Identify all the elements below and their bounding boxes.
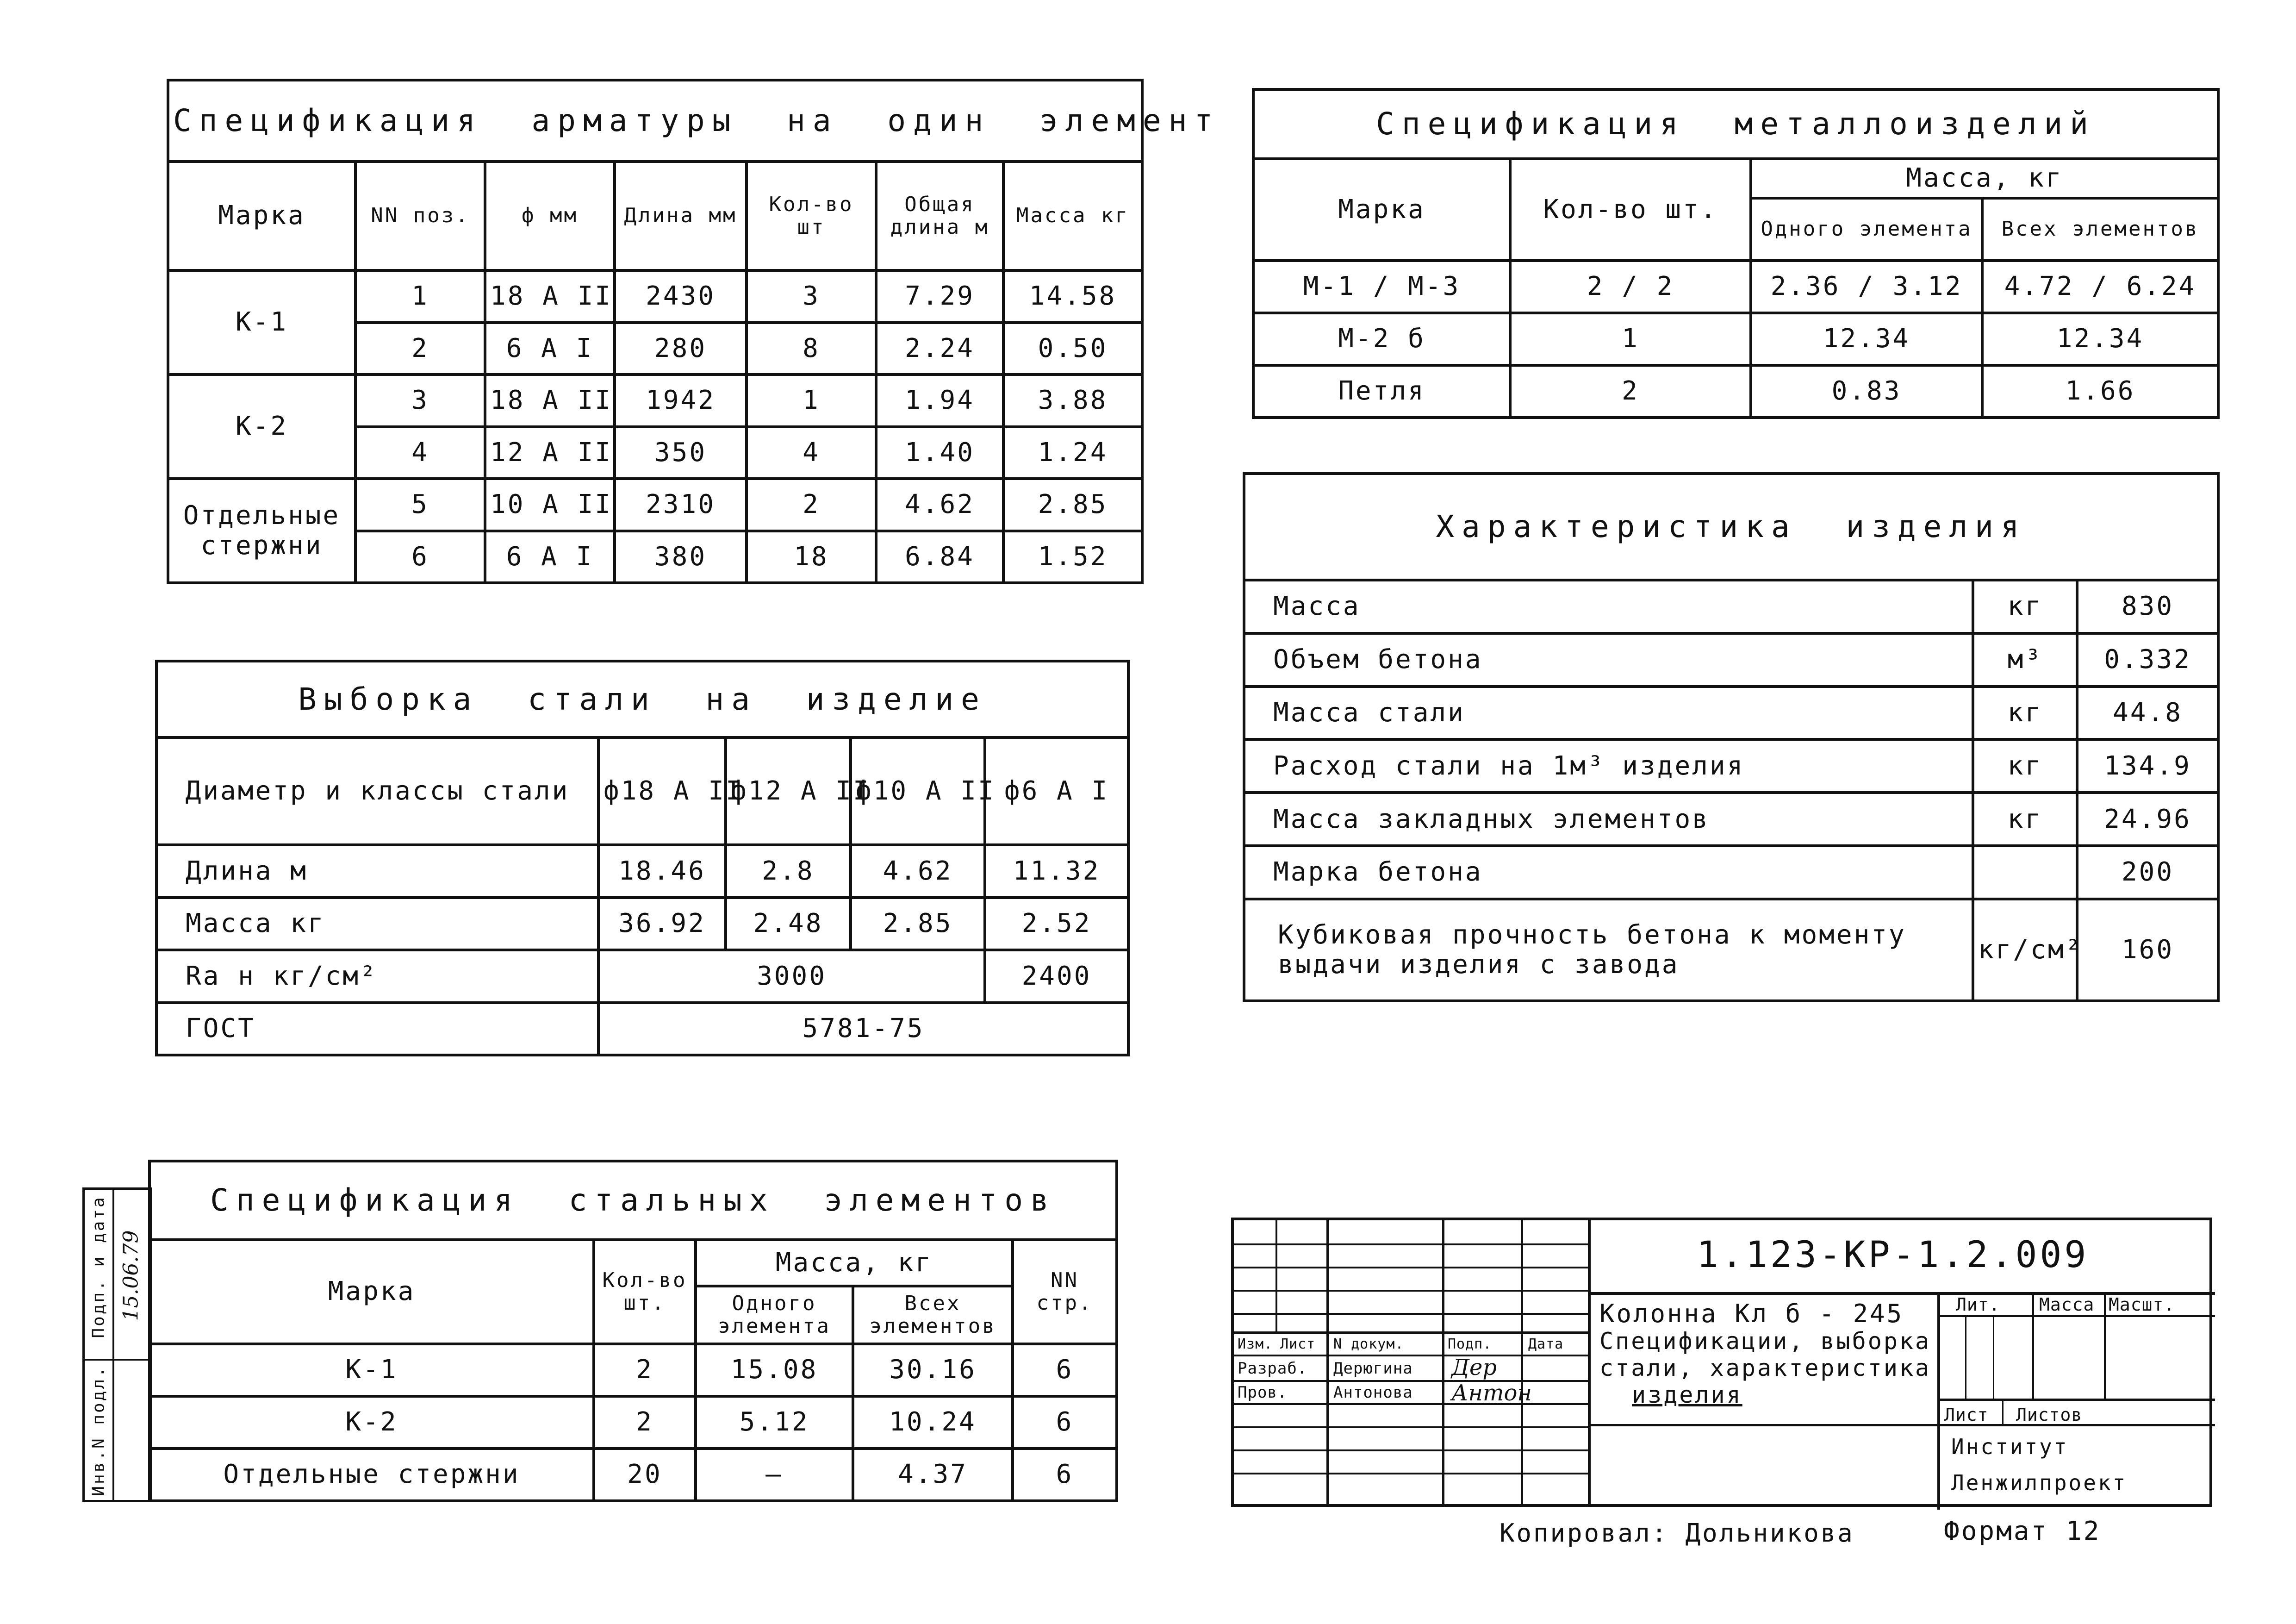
rebar-cell: 2.24 <box>876 323 1003 375</box>
metal-cell: 2 / 2 <box>1510 261 1751 313</box>
col-sign: Подп. <box>1448 1336 1492 1352</box>
table-row <box>1253 261 2218 313</box>
table-row <box>156 1003 1128 1056</box>
table-row <box>1244 793 2218 846</box>
mass-label: Масса кг <box>156 898 598 950</box>
table-row <box>1253 313 2218 365</box>
rebar-cell: 18 <box>747 531 876 583</box>
rebar-header-mass: Масса кг <box>1003 162 1142 270</box>
steel-cell: 2 <box>594 1344 696 1396</box>
header-qty: Кол-во шт. <box>594 1240 696 1344</box>
doc-title-3: стали, характеристика <box>1599 1355 1931 1381</box>
title-block <box>1231 1218 2212 1507</box>
length-cell: 4.62 <box>851 845 985 898</box>
header-page: NN стр. <box>1013 1240 1117 1344</box>
char-value: 24.96 <box>2077 793 2218 846</box>
char-value: 830 <box>2077 580 2218 633</box>
strength-label-2: выдачи изделия с завода <box>1278 949 1680 980</box>
table-row <box>1244 580 2218 633</box>
rebar-cell: 6 А I <box>485 323 615 375</box>
mass-cell: 2.48 <box>726 898 851 950</box>
table-row <box>168 375 1142 427</box>
rebar-cell: 2 <box>747 479 876 531</box>
rebar-cell: 18 А II <box>485 270 615 323</box>
char-name: Масса <box>1244 580 1973 633</box>
header-qty: Кол-во шт. <box>1510 159 1751 261</box>
copied-by: Копировал: Дольникова <box>1500 1518 1854 1548</box>
table-row <box>1253 365 2218 418</box>
ra-value: 3000 <box>598 950 985 1003</box>
char-name: Марка бетона <box>1244 846 1973 899</box>
header-mass: Масса, кг <box>1751 159 2218 198</box>
table-row <box>1244 687 2218 740</box>
doc-title-1: Колонна Кл б - 245 <box>1599 1299 1904 1328</box>
steel-cell: Отдельные стержни <box>149 1449 594 1501</box>
rebar-cell: 4 <box>355 427 485 479</box>
table-row <box>149 1449 1117 1501</box>
rebar-cell: 7.29 <box>876 270 1003 323</box>
metal-cell: 12.34 <box>1982 313 2218 365</box>
rebar-cell: 4.62 <box>876 479 1003 531</box>
metal-cell: 1 <box>1510 313 1751 365</box>
table-row <box>168 479 1142 531</box>
metal-cell: 12.34 <box>1751 313 1982 365</box>
rebar-mark-k2: К-2 <box>168 375 355 479</box>
table-row <box>1244 739 2218 793</box>
char-value: 44.8 <box>2077 687 2218 740</box>
metal-cell: 0.83 <box>1751 365 1982 418</box>
product-char-title: Характеристика изделия <box>1244 474 2218 580</box>
rebar-cell: 1.52 <box>1003 531 1142 583</box>
metal-cell: М-1 / М-3 <box>1253 261 1510 313</box>
rebar-header-dia: ф мм <box>485 162 615 270</box>
table-row <box>1244 633 2218 687</box>
side-hand-date: 15.06.79 <box>119 1230 143 1321</box>
doc-title-2: Спецификации, выборка <box>1599 1328 1931 1355</box>
col-list: Лист <box>1280 1336 1316 1352</box>
rebar-cell: 280 <box>615 323 747 375</box>
gost-value: 5781-75 <box>598 1003 1128 1056</box>
char-value: 200 <box>2077 846 2218 899</box>
char-value: 0.332 <box>2077 633 2218 687</box>
char-unit: кг <box>1973 580 2077 633</box>
steel-cell: 4.37 <box>853 1449 1013 1501</box>
char-unit: кг <box>1973 793 2077 846</box>
ra-value: 2400 <box>985 950 1128 1003</box>
rebar-cell: 4 <box>747 427 876 479</box>
mass-cell: 36.92 <box>598 898 726 950</box>
rebar-header-total: Общая длина м <box>876 162 1003 270</box>
role-checker: Пров. <box>1238 1383 1288 1402</box>
table-row <box>168 270 1142 323</box>
metal-spec-title: Спецификация металлоизделий <box>1253 89 2218 159</box>
rebar-cell: 1.24 <box>1003 427 1142 479</box>
rebar-spec-title: Спецификация арматуры на один элемент <box>168 80 1142 162</box>
rebar-cell: 3 <box>747 270 876 323</box>
org-line-1: Институт <box>1951 1434 2069 1459</box>
col-mass: Масса <box>2039 1294 2095 1315</box>
col-lit: Лит. <box>1956 1294 2000 1315</box>
rebar-cell: 1 <box>747 375 876 427</box>
diameter-header: ф12 А II <box>726 737 851 845</box>
doc-title-4: изделия <box>1632 1381 1742 1408</box>
rebar-header-qty: Кол-во шт <box>747 162 876 270</box>
header-one: Одного элемента <box>696 1286 853 1344</box>
header-all: Всех элементов <box>1982 198 2218 261</box>
signature-checker: Антон <box>1451 1380 1532 1406</box>
char-unit: м³ <box>1973 633 2077 687</box>
rebar-spec-table <box>167 79 1220 584</box>
rebar-cell: 350 <box>615 427 747 479</box>
rebar-header-length: Длина мм <box>615 162 747 270</box>
format-label: Формат 12 <box>1944 1516 2101 1546</box>
rebar-cell: 18 А II <box>485 375 615 427</box>
strength-label-1: Кубиковая прочность бетона к моменту <box>1278 919 1906 950</box>
table-row <box>156 950 1128 1003</box>
side-sign-date: Подп. и дата <box>89 1195 108 1338</box>
steel-cell: К-2 <box>149 1396 594 1449</box>
steel-cell: 20 <box>594 1449 696 1501</box>
diameter-header: ф6 А I <box>985 737 1128 845</box>
diameter-header: ф18 А II <box>598 737 726 845</box>
steel-cell: К-1 <box>149 1344 594 1396</box>
steel-sample-header: Диаметр и классы стали <box>156 737 598 845</box>
char-name: Масса стали <box>1244 687 1973 740</box>
steel-sample-table <box>155 660 1127 1056</box>
mass-cell: 2.52 <box>985 898 1128 950</box>
rebar-cell: 6.84 <box>876 531 1003 583</box>
rebar-cell: 3.88 <box>1003 375 1142 427</box>
metal-cell: 2.36 / 3.12 <box>1751 261 1982 313</box>
mass-cell: 2.85 <box>851 898 985 950</box>
header-all: Всех элементов <box>853 1286 1013 1344</box>
ra-label: Rа н кг/см² <box>156 950 598 1003</box>
role-developer: Разраб. <box>1238 1359 1307 1378</box>
gost-label: ГОСТ <box>156 1003 598 1056</box>
length-cell: 18.46 <box>598 845 726 898</box>
rebar-cell: 2 <box>355 323 485 375</box>
length-cell: 2.8 <box>726 845 851 898</box>
steel-cell: 5.12 <box>696 1396 853 1449</box>
steel-cell: 30.16 <box>853 1344 1013 1396</box>
char-value: 134.9 <box>2077 739 2218 793</box>
char-unit: кг <box>1973 687 2077 740</box>
length-label: Длина м <box>156 845 598 898</box>
char-name: Расход стали на 1м³ изделия <box>1244 739 1973 793</box>
metal-cell: 1.66 <box>1982 365 2218 418</box>
rebar-cell: 6 А I <box>485 531 615 583</box>
metal-cell: Петля <box>1253 365 1510 418</box>
rebar-cell: 380 <box>615 531 747 583</box>
char-name: Объем бетона <box>1244 633 1973 687</box>
header-mark: Марка <box>1253 159 1510 261</box>
col-izm: Изм. <box>1238 1336 1273 1352</box>
rebar-cell: 1 <box>355 270 485 323</box>
steel-cell: 6 <box>1013 1344 1117 1396</box>
steel-cell: — <box>696 1449 853 1501</box>
char-value: 160 <box>2077 899 2218 1001</box>
table-row <box>149 1396 1117 1449</box>
rebar-mark-separate: Отдельные стержни <box>168 479 355 583</box>
char-unit: кг/см² <box>1973 899 2077 1001</box>
rebar-cell: 14.58 <box>1003 270 1142 323</box>
table-row <box>156 845 1128 898</box>
rebar-cell: 2310 <box>615 479 747 531</box>
table-row <box>1244 899 2218 1001</box>
org-line-2: Ленжилпроект <box>1951 1470 2128 1495</box>
col-scale: Масшт. <box>2109 1294 2175 1315</box>
rebar-cell: 12 А II <box>485 427 615 479</box>
table-row <box>156 898 1128 950</box>
col-doc: N докум. <box>1333 1336 1404 1352</box>
header-one: Одного элемента <box>1751 198 1982 261</box>
steel-cell: 10.24 <box>853 1396 1013 1449</box>
rebar-cell: 5 <box>355 479 485 531</box>
char-unit: кг <box>1973 739 2077 793</box>
doc-code: 1.123-КР-1.2.009 <box>1697 1234 2089 1276</box>
steel-cell: 2 <box>594 1396 696 1449</box>
metal-cell: 4.72 / 6.24 <box>1982 261 2218 313</box>
rebar-cell: 2.85 <box>1003 479 1142 531</box>
rebar-cell: 6 <box>355 531 485 583</box>
name-developer: Дерюгина <box>1333 1359 1413 1378</box>
rebar-cell: 8 <box>747 323 876 375</box>
steel-elements-table <box>148 1160 1115 1502</box>
product-char-table <box>1243 472 2217 1002</box>
steel-elements-title: Спецификация стальных элементов <box>149 1161 1117 1240</box>
rebar-cell: 2430 <box>615 270 747 323</box>
length-cell: 11.32 <box>985 845 1128 898</box>
steel-cell: 6 <box>1013 1396 1117 1449</box>
col-sheets: Листов <box>2016 1405 2083 1425</box>
col-sheet: Лист <box>1944 1405 1989 1425</box>
rebar-header-pos: NN поз. <box>355 162 485 270</box>
metal-cell: М-2 б <box>1253 313 1510 365</box>
metal-spec-table <box>1252 88 2217 419</box>
rebar-cell: 0.50 <box>1003 323 1142 375</box>
side-inv-number: Инв.N подл. <box>89 1365 108 1496</box>
side-stamp <box>82 1187 152 1502</box>
steel-sample-title: Выборка стали на изделие <box>156 661 1128 737</box>
char-name: Масса закладных элементов <box>1244 793 1973 846</box>
table-row <box>1244 846 2218 899</box>
table-row <box>149 1344 1117 1396</box>
rebar-cell: 3 <box>355 375 485 427</box>
metal-cell: 2 <box>1510 365 1751 418</box>
name-checker: Антонова <box>1333 1383 1413 1402</box>
rebar-header-mark: Марка <box>168 162 355 270</box>
rebar-mark-k1: К-1 <box>168 270 355 375</box>
steel-cell: 15.08 <box>696 1344 853 1396</box>
char-unit <box>1973 846 2077 899</box>
header-mark: Марка <box>149 1240 594 1344</box>
rebar-cell: 1942 <box>615 375 747 427</box>
steel-cell: 6 <box>1013 1449 1117 1501</box>
header-mass: Масса, кг <box>696 1240 1013 1286</box>
signature-developer: Дер <box>1451 1355 1497 1380</box>
rebar-cell: 1.40 <box>876 427 1003 479</box>
rebar-cell: 1.94 <box>876 375 1003 427</box>
rebar-cell: 10 А II <box>485 479 615 531</box>
diameter-header: ф10 А II <box>851 737 985 845</box>
col-date: Дата <box>1528 1336 1564 1352</box>
